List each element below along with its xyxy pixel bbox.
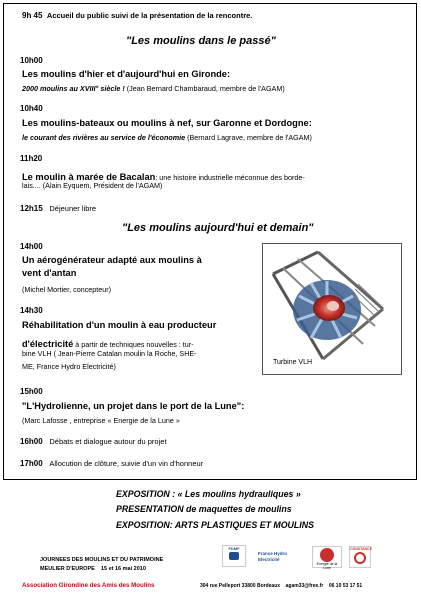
fdmf-logo: [222, 545, 246, 567]
item8: [20, 437, 167, 446]
item7-title: "L'Hydrolienne, un projet dans le port de la Lune":: [22, 401, 245, 411]
item2-time: 10h40: [20, 104, 43, 113]
item9: [20, 459, 203, 468]
item9-time: 17h00: [20, 459, 43, 468]
footer-line2: [40, 566, 146, 572]
constance-logo: [349, 546, 371, 568]
section2-title: "Les moulins aujourd'hui et demain": [122, 222, 314, 234]
item2-sub: [22, 133, 312, 142]
item2-sub-rest: (Bernard Lagrave, membre de l'AGAM): [185, 133, 312, 142]
footer-phone: 06 10 53 17 51: [328, 583, 363, 589]
turbine-illustration: [263, 244, 401, 374]
item3-time: 11h20: [20, 154, 43, 163]
hydro-logo-text: France Hydro Electricité: [258, 551, 288, 562]
item6-title-l2-rest: à partir de techniques nouvelles : tur-: [73, 340, 194, 349]
header-text: Accueil du public suivi de la présentation de la rencontre.: [46, 11, 253, 20]
constance-logo-mark: [354, 552, 366, 564]
header-line: [22, 11, 252, 20]
lune-logo: [312, 546, 342, 568]
item5-title-l2: vent d'antan: [22, 268, 77, 278]
footer-line2-b: 15 et 16 mai 2010: [100, 566, 146, 572]
item7-sub: (Marc Lafosse , entreprise « Energie de la Lune »: [22, 416, 180, 425]
footer-contact: [200, 583, 362, 589]
footer-line1: JOURNEES DES MOULINS ET DU PATRIMOINE: [40, 557, 164, 563]
fdmf-logo-text: FDMF: [228, 546, 240, 551]
item4: [20, 204, 96, 213]
item8-text: Débats et dialogue autour du projet: [49, 437, 167, 446]
hydro-logo: [258, 551, 304, 567]
item1-sub-italic: 2000 moulins au XVIII° siècle !: [22, 84, 125, 93]
item3-title-rest: : une histoire industrielle méconnue des borde-: [155, 173, 305, 182]
turbine-image: [262, 243, 402, 375]
item4-time: 12h15: [20, 204, 43, 213]
item5-time: 14h00: [20, 242, 43, 251]
item2-title: Les moulins-bateaux ou moulins à nef, sur Garonne et Dordogne:: [22, 118, 312, 128]
fdmf-logo-mark: [229, 552, 239, 560]
item3-line2: lais.... (Alain Eyquem, Président de l'AGAM): [22, 181, 163, 190]
item1-title: Les moulins d'hier et d'aujourd'hui en Gironde:: [22, 69, 231, 79]
item8-time: 16h00: [20, 437, 43, 446]
item4-text: Déjeuner libre: [49, 204, 97, 213]
item6-line3: bine VLH ( Jean-Pierre Catalan moulin la Roche, SHE-: [22, 349, 197, 358]
lune-logo-text: Energie de la Lune: [316, 562, 338, 570]
section1-title: "Les moulins dans le passé": [126, 35, 276, 47]
item5-sub: (Michel Mortier, concepteur): [22, 285, 112, 294]
item5-title-l1: Un aérogénérateur adapté aux moulins à: [22, 255, 202, 265]
footer-assoc-line: [22, 582, 154, 589]
item1-time: 10h00: [20, 56, 43, 65]
item9-text: Allocution de clôture, suivie d'un vin d'honneur: [49, 459, 204, 468]
expo-line1: EXPOSITION : « Les moulins hydrauliques »: [116, 489, 301, 499]
item6-title-l2-bold: d'électricité: [22, 339, 74, 349]
footer-assoc: Association Girondine des Amis des Moulins: [22, 582, 155, 589]
item1-sub-rest: (Jean Bernard Chambaraud, membre de l'AGAM): [124, 84, 285, 93]
header-time: 9h 45: [22, 11, 43, 20]
item3-title-bold: Le moulin à marée de Bacalan: [22, 172, 156, 182]
footer-email: agam33@free.fr: [285, 583, 324, 589]
turbine-caption: Turbine VLH: [273, 359, 313, 366]
footer-line2-a: MEULIER D'EUROPE: [40, 566, 95, 572]
item6-time: 14h30: [20, 306, 43, 315]
constance-logo-text: CONSTANCE: [350, 547, 372, 551]
item7-time: 15h00: [20, 387, 43, 396]
item1-sub: [22, 84, 285, 93]
footer-address: 304 rue Pelleport 33800 Bordeaux: [200, 583, 281, 589]
lune-logo-mark: [320, 548, 334, 562]
item2-sub-italic: le courant des rivières au service de l'économie: [22, 133, 186, 142]
item6-line4: ME, France Hydro Electricité): [22, 362, 116, 371]
expo-line3: EXPOSITION: ARTS PLASTIQUES ET MOULINS: [116, 520, 314, 530]
item6-title-l1: Réhabilitation d'un moulin à eau producteur: [22, 320, 217, 330]
expo-line2: PRESENTATION de maquettes de moulins: [116, 504, 292, 514]
